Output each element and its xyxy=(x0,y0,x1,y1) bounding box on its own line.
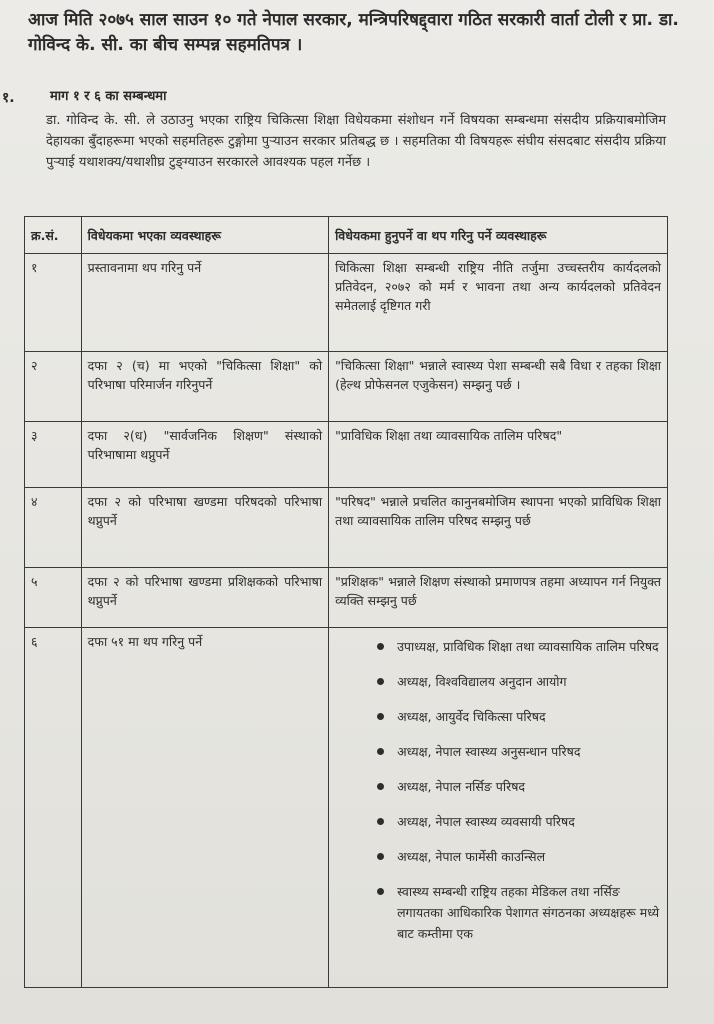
bullet-icon xyxy=(377,713,384,720)
header-existing: विधेयकमा भएका व्यवस्थाहरू xyxy=(81,217,328,254)
table-row xyxy=(25,488,668,568)
header-proposed: विधेयकमा हुनुपर्ने वा थप गरिनु पर्ने व्यवस्थाहरू xyxy=(329,217,668,254)
bullet-icon xyxy=(377,783,384,790)
agreement-table xyxy=(24,216,668,988)
list-item-text: उपाध्यक्ष, प्राविधिक शिक्षा तथा व्यावसायिक तालिम परिषद xyxy=(397,639,659,654)
bullet-icon xyxy=(377,643,384,650)
list-item xyxy=(375,636,661,657)
header-sn: क्र.सं. xyxy=(25,217,82,254)
row-proposed xyxy=(329,628,668,988)
bullet-icon xyxy=(377,853,384,860)
intro-paragraph: डा. गोविन्द के. सी. ले उठाउनु भएका राष्ट्रिय चिकित्सा शिक्षा विधेयकमा संशोधन गर्ने विषयका सम्बन्धमा संसदीय प्रक्रियाबमोजिम देहायका बुँदाहरूमा भएको सहमतिहरू टुङ्गोमा पुऱ्याउन सरकार प्रतिबद्ध छ । सहमतिका यी विषयहरू संघीय संसदबाट संसदीय प्रक्रिया पुऱ्याई यथाशक्य/यथाशीघ्र टुङ्ग्याउन सरकारले आवश्यक पहल गर्नेछ । xyxy=(46,113,666,170)
table-row xyxy=(25,422,668,488)
row-sn: ६ xyxy=(25,628,82,988)
row-proposed: "प्राविधिक शिक्षा तथा व्यावसायिक तालिम परिषद" xyxy=(329,422,668,488)
row-existing: दफा २ को परिभाषा खण्डमा परिषदको परिभाषा थप्नुपर्ने xyxy=(81,488,328,568)
list-item xyxy=(375,706,661,727)
list-item xyxy=(375,671,661,692)
list-item xyxy=(375,811,661,832)
list-item-text: अध्यक्ष, नेपाल स्वास्थ्य अनुसन्धान परिषद xyxy=(397,744,581,759)
list-item-text: अध्यक्ष, नेपाल स्वास्थ्य व्यवसायी परिषद xyxy=(397,814,575,829)
row-sn: १ xyxy=(25,254,82,352)
table-header-row xyxy=(25,217,668,254)
row-sn: २ xyxy=(25,352,82,422)
list-item-text: अध्यक्ष, आयुर्वेद चिकित्सा परिषद xyxy=(397,709,546,724)
row-proposed: "परिषद" भन्नाले प्रचलित कानुनबमोजिम स्थापना भएको प्राविधिक शिक्षा तथा व्यावसायिक तालिम परिषद सम्झनु पर्छ xyxy=(329,488,668,568)
table-row xyxy=(25,568,668,628)
row-sn: ४ xyxy=(25,488,82,568)
row-proposed: "प्रशिक्षक" भन्नाले शिक्षण संस्थाको प्रमाणपत्र तहमा अध्यापन गर्न नियुक्त व्यक्ति सम्झनु पर्छ xyxy=(329,568,668,628)
bullet-icon xyxy=(377,748,384,755)
table-row xyxy=(25,254,668,352)
section-marker: १. xyxy=(2,90,15,106)
list-item xyxy=(375,846,661,867)
list-item-text: अध्यक्ष, नेपाल नर्सिङ परिषद xyxy=(397,779,526,794)
row-existing: दफा २ (च) मा भएको "चिकित्सा शिक्षा" को परिभाषा परिमार्जन गरिनुपर्ने xyxy=(81,352,328,422)
row-sn: ५ xyxy=(25,568,82,628)
bullet-icon xyxy=(377,888,384,895)
document-title: आज मिति २०७५ साल साउन १० गते नेपाल सरकार, मन्त्रिपरिषद्द्वारा गठित सरकारी वार्ता टोली र प्रा. डा. गोविन्द के. सी. का बीच सम्पन्न सहमतिपत्र । xyxy=(28,10,679,55)
row-existing: दफा ५१ मा थप गरिनु पर्ने xyxy=(81,628,328,988)
section-heading: माग १ र ६ का सम्बन्धमा xyxy=(50,89,167,104)
table-row xyxy=(25,628,668,988)
list-item xyxy=(375,741,661,762)
row-existing: दफा २ को परिभाषा खण्डमा प्रशिक्षकको परिभाषा थप्नुपर्ने xyxy=(81,568,328,628)
member-list xyxy=(335,636,661,944)
row-sn: ३ xyxy=(25,422,82,488)
bullet-icon xyxy=(377,818,384,825)
list-item xyxy=(375,776,661,797)
row-proposed: चिकित्सा शिक्षा सम्बन्धी राष्ट्रिय नीति तर्जुमा उच्चस्तरीय कार्यदलको प्रतिवेदन, २०७२ को मर्म र भावना तथा अन्य कार्यदलको प्रतिवेदन समेतलाई दृष्टिगत गरी xyxy=(329,254,668,352)
row-proposed: "चिकित्सा शिक्षा" भन्नाले स्वास्थ्य पेशा सम्बन्धी सबै विधा र तहका शिक्षा (हेल्थ प्रोफेसनल एजुकेसन) सम्झनु पर्छ । xyxy=(329,352,668,422)
bullet-icon xyxy=(377,678,384,685)
row-existing: दफा २(ध) "सार्वजनिक शिक्षण" संस्थाको परिभाषामा थप्नुपर्ने xyxy=(81,422,328,488)
list-item-text: अध्यक्ष, नेपाल फार्मेसी काउन्सिल xyxy=(397,849,546,864)
list-item-text: अध्यक्ष, विश्वविद्यालय अनुदान आयोग xyxy=(397,674,567,689)
table-row xyxy=(25,352,668,422)
list-item xyxy=(375,881,661,944)
row-existing: प्रस्तावनामा थप गरिनु पर्ने xyxy=(81,254,328,352)
list-item-text: स्वास्थ्य सम्बन्धी राष्ट्रिय तहका मेडिकल तथा नर्सिङ लगायतका आधिकारिक पेशागत संगठनका अध्यक्षहरू मध्ये बाट कम्तीमा एक xyxy=(397,884,660,941)
